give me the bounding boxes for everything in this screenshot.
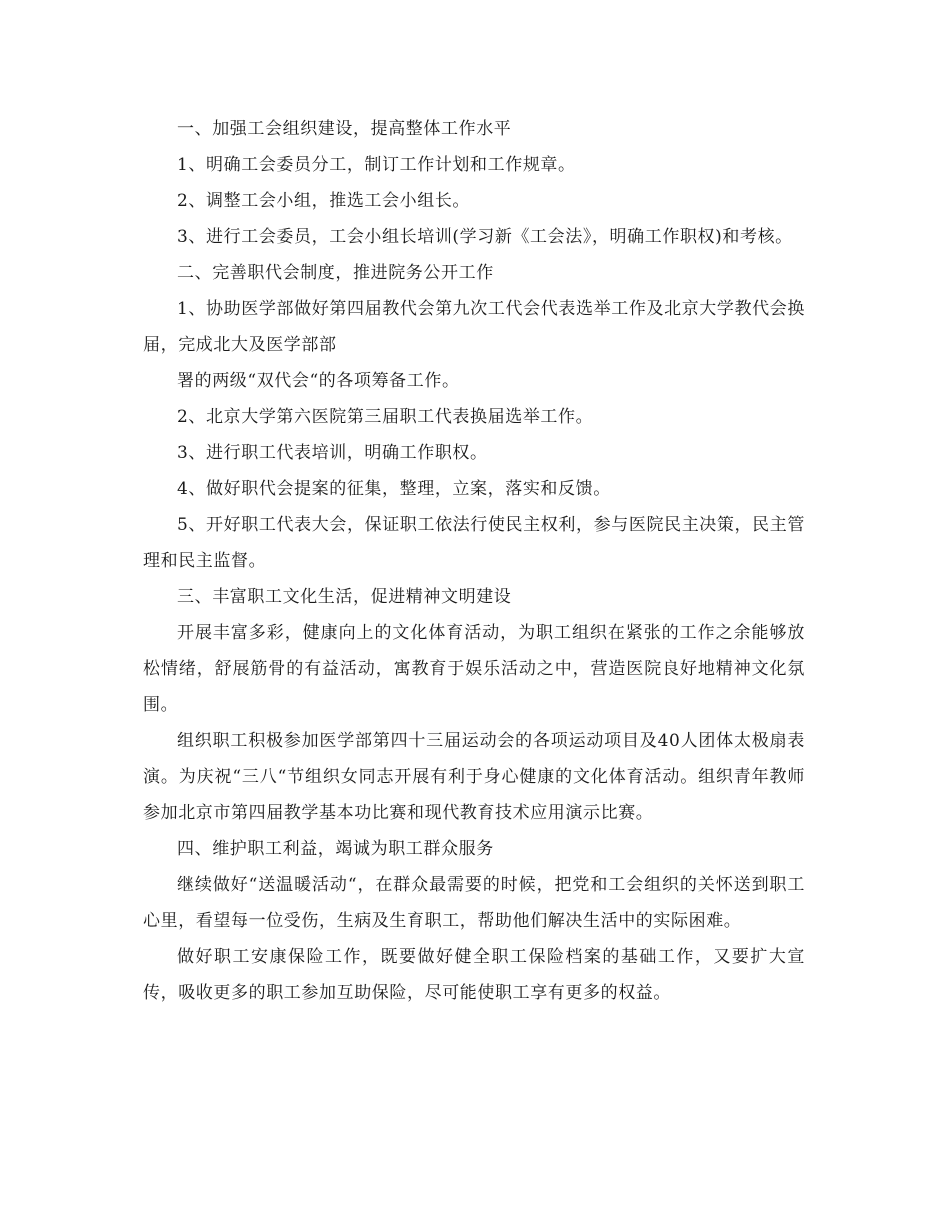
list-item: 5、开好职工代表大会，保证职工依法行使民主权利，参与医院民主决策，民主管理和民主监督。	[143, 515, 805, 571]
body-paragraph: 组织职工积极参加医学部第四十三届运动会的各项运动项目及40人团体太极扇表演。为庆祝“三八“节组织女同志开展有利于身心健康的文化体育活动。组织青年教师参加北京市第四届教学基本功比赛和现代教育技术应用演示比赛。	[143, 731, 805, 823]
list-item: 1、明确工会委员分工，制订工作计划和工作规章。	[177, 155, 576, 175]
list-item: 2、北京大学第六医院第三届职工代表换届选举工作。	[177, 407, 594, 427]
list-item: 2、调整工会小组，推选工会小组长。	[177, 191, 471, 211]
body-paragraph: 开展丰富多彩，健康向上的文化体育活动，为职工组织在紧张的工作之余能够放松情绪，舒展筋骨的有益活动，寓教育于娱乐活动之中，营造医院良好地精神文化氛围。	[143, 623, 805, 715]
section-heading-4: 四、维护职工利益，竭诚为职工群众服务	[177, 839, 494, 859]
list-item: 3、进行职工代表培训，明确工作职权。	[177, 443, 488, 463]
list-item: 4、做好职代会提案的征集，整理，立案，落实和反馈。	[177, 479, 611, 499]
body-paragraph: 继续做好“送温暖活动“，在群众最需要的时候，把党和工会组织的关怀送到职工心里，看望每一位受伤，生病及生育职工，帮助他们解决生活中的实际困难。	[143, 875, 805, 931]
document-body	[143, 111, 805, 1011]
list-item: 3、进行工会委员，工会小组长培训(学习新《工会法》，明确工作职权)和考核。	[177, 227, 793, 247]
body-paragraph: 做好职工安康保险工作，既要做好健全职工保险档案的基础工作，又要扩大宣传，吸收更多的职工参加互助保险，尽可能使职工享有更多的权益。	[143, 947, 805, 1003]
section-heading-1: 一、加强工会组织建设，提高整体工作水平	[177, 119, 512, 139]
list-item: 1、协助医学部做好第四届教代会第九次工代会代表选举工作及北京大学教代会换届，完成北大及医学部部	[143, 299, 805, 355]
list-item-continuation: 署的两级“双代会“的各项筹备工作。	[177, 371, 460, 391]
section-heading-2: 二、完善职代会制度，推进院务公开工作	[177, 263, 494, 283]
section-heading-3: 三、丰富职工文化生活，促进精神文明建设	[177, 587, 512, 607]
